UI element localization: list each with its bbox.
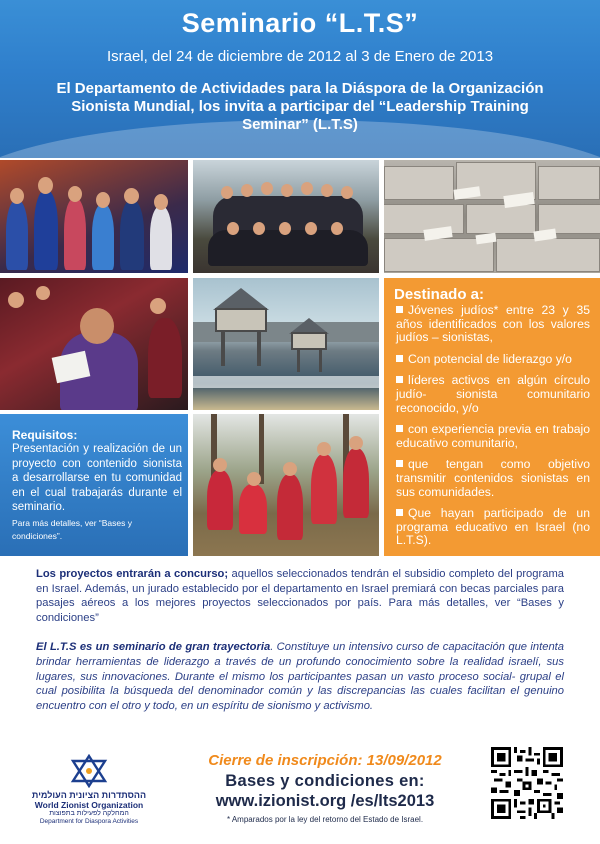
bullet-square-icon (396, 425, 403, 432)
lts-lead: El L.T.S es un seminario de gran trayectoria (36, 641, 271, 653)
requirements-note: Para más detalles, ver “Bases y condiciones”. (12, 517, 132, 541)
bullet-square-icon (396, 509, 403, 516)
page-title: Seminario “L.T.S” (181, 8, 419, 38)
list-item: Con potencial de liderazgo y/o (396, 353, 590, 367)
requirements-text: Presentación y realización de un proyecto con contenido sionista a desarrollarse en tu comunidad en el cual trabajarás durante el seminario. (12, 443, 182, 513)
list-item: que tengan como objetivo transmitir contenidos sionistas en sus comunidades. (396, 457, 590, 499)
contest-paragraph (36, 567, 564, 625)
qr-code-icon[interactable] (491, 747, 563, 819)
requirements-heading: Requisitos: (12, 428, 78, 442)
org-hebrew-name: ההסתדרות הציונית העולמית (31, 790, 147, 800)
photo-auditorium (0, 278, 188, 410)
photo-group-dancing (0, 160, 188, 273)
org-name: World Zionist Organization (34, 800, 144, 810)
terms-url-link[interactable]: www.izionist.org /es/lts2013 (215, 792, 435, 810)
list-item: Jóvenes judíos* entre 23 y 35 años identificados con los valores judíos – sionistas, (396, 303, 590, 345)
lts-text: . Constituye un intensivo curso de capacitación que intenta brindar herramientas de liderazgo a través de un profundo conocimiento sobre la realidad israelí, sus lugares, sus innovaciones. Durante el mismo los participantes pasan un vasto proceso social- grupal el cual posibilita la búsqueda del denominador común y las discrepancias las cuales facilitan el genuino encuentro con el otro y todo, en un espíritu de sionismo y activismo. (36, 641, 564, 713)
header-banner (0, 0, 600, 158)
star-of-david-icon (69, 754, 109, 788)
list-item: Que hayan participado de un programa educativo en Israel (no L.T.S). (396, 506, 590, 548)
photo-group-portrait (193, 160, 379, 273)
list-item: líderes activos en algún círculo judío- sionista comunitario reconocido, y/o (396, 373, 590, 415)
photo-outdoor-activity (193, 414, 379, 556)
bullet-square-icon (396, 355, 403, 362)
requirements-panel (0, 414, 188, 556)
lts-description-paragraph (36, 640, 564, 714)
photo-western-wall-notes (384, 160, 600, 273)
contest-lead: Los proyectos entrarán a concurso; (36, 568, 229, 580)
intro-text: El Departamento de Actividades para la Diáspora de la Organización Sionista Mundial, los invita a participar del “Leadership Training Seminar” (L.T.S) (56, 80, 544, 133)
org-hebrew-department: המחלקה לפעילות בתפוצות (49, 810, 129, 817)
footnote: * Amparados por la ley del retorno del Estado de Israel. (226, 815, 424, 824)
registration-deadline: Cierre de inscripción: 13/09/2012 (208, 752, 442, 769)
bullet-square-icon (396, 460, 403, 467)
terms-heading: Bases y condiciones en: (225, 772, 425, 790)
bullet-square-icon (396, 376, 403, 383)
event-dates: Israel, del 24 de diciembre de 2012 al 3 de Enero de 2013 (106, 48, 494, 65)
org-department: Department for Diaspora Activities (39, 818, 139, 825)
photo-beach-lifeguard-towers (193, 278, 379, 410)
target-audience-panel (384, 278, 600, 556)
list-item: con experiencia previa en trabajo educativo comunitario, (396, 422, 590, 450)
contest-text: aquellos seleccionados tendrán el subsidio completo del programa en Israel. Además, un jurado establecido por el departamento en Israel premiará con becas parciales para pasajes aéreos a los mejores proyectos seleccionados por país. Para más detalles, ver “Bases y condiciones” (36, 568, 564, 624)
wzo-logo (14, 754, 164, 828)
target-audience-heading: Destinado a: (394, 286, 485, 303)
bullet-square-icon (396, 306, 403, 313)
